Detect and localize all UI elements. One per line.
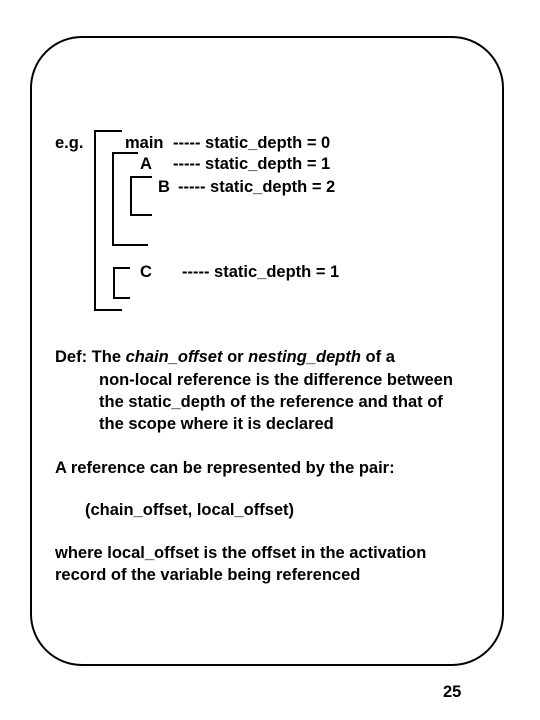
example-label: e.g. <box>55 134 84 152</box>
where-line-1: where local_offset is the offset in the activation <box>55 544 427 562</box>
definition-line-1 <box>55 349 395 366</box>
b-bracket <box>131 177 152 215</box>
definition-line-3: the static_depth of the reference and that of <box>99 393 443 411</box>
page-number: 25 <box>443 683 462 701</box>
scope-a-name: A <box>140 155 152 173</box>
scope-main-name: main <box>125 134 164 152</box>
def-tail: of a <box>365 348 395 366</box>
scope-b-name: B <box>158 178 170 196</box>
scope-main-depth: ----- static_depth = 0 <box>173 134 331 152</box>
term-nesting-depth: nesting_depth <box>248 348 361 366</box>
pair-intro: A reference can be represented by the pair: <box>55 459 395 477</box>
where-line-2: record of the variable being referenced <box>55 566 361 584</box>
main-bracket <box>95 131 122 310</box>
scope-c-name: C <box>140 263 152 281</box>
def-prefix: Def: The <box>55 348 121 366</box>
definition-line-2: non-local reference is the difference between <box>99 371 453 389</box>
scope-c-depth: ----- static_depth = 1 <box>182 263 340 281</box>
c-bracket <box>114 268 130 298</box>
scope-b-depth: ----- static_depth = 2 <box>178 178 336 196</box>
term-chain-offset: chain_offset <box>125 348 223 366</box>
pair-tuple: (chain_offset, local_offset) <box>85 501 295 519</box>
definition-line-4: the scope where it is declared <box>99 415 334 433</box>
scope-a-depth: ----- static_depth = 1 <box>173 155 331 173</box>
def-or: or <box>227 348 244 366</box>
